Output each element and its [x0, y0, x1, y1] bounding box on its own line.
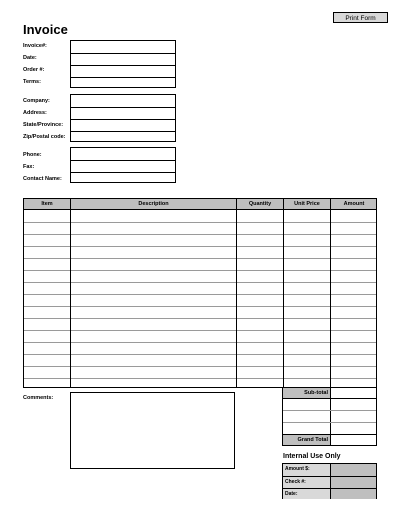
table-cell[interactable]	[24, 258, 70, 270]
table-cell[interactable]	[71, 366, 236, 378]
row-divider	[24, 342, 376, 343]
state-province-label: State/Province:	[23, 122, 64, 128]
internal-amount-row	[283, 464, 376, 476]
table-cell[interactable]	[71, 306, 236, 318]
table-cell[interactable]	[24, 378, 70, 390]
item-column-header: Item	[41, 201, 53, 207]
table-cell[interactable]	[331, 306, 377, 318]
table-cell[interactable]	[237, 246, 283, 258]
table-cell[interactable]	[284, 234, 330, 246]
print-form-button[interactable]: Print Form	[333, 12, 388, 23]
totals-blank-row	[283, 423, 376, 435]
row-divider	[24, 330, 376, 331]
subtotal-field[interactable]	[330, 388, 376, 398]
row-divider	[24, 270, 376, 271]
state-province-field[interactable]	[71, 119, 175, 131]
internal-amount-label: Amount $:	[283, 464, 330, 476]
table-cell[interactable]	[71, 354, 236, 366]
unit-price-column-header: Unit Price	[294, 201, 320, 207]
internal-check-label: Check #:	[283, 477, 330, 488]
internal-check-field[interactable]	[330, 477, 376, 488]
row-divider	[24, 258, 376, 259]
table-cell[interactable]	[24, 366, 70, 378]
table-cell[interactable]	[24, 318, 70, 330]
row-divider	[24, 282, 376, 283]
table-cell[interactable]	[237, 282, 283, 294]
table-cell[interactable]	[284, 246, 330, 258]
table-cell[interactable]	[331, 246, 377, 258]
table-cell[interactable]	[331, 354, 377, 366]
row-divider	[24, 366, 376, 367]
table-cell[interactable]	[71, 294, 236, 306]
table-cell[interactable]	[237, 210, 283, 222]
table-cell[interactable]	[237, 294, 283, 306]
table-cell[interactable]	[24, 270, 70, 282]
table-cell[interactable]	[284, 258, 330, 270]
table-cell[interactable]	[331, 342, 377, 354]
row-divider	[24, 222, 376, 223]
table-cell[interactable]	[284, 294, 330, 306]
table-cell[interactable]	[24, 342, 70, 354]
table-cell[interactable]	[331, 234, 377, 246]
table-cell[interactable]	[24, 222, 70, 234]
internal-use-title: Internal Use Only	[283, 453, 341, 460]
grand-total-label: Grand Total	[283, 435, 330, 445]
table-cell[interactable]	[71, 318, 236, 330]
subtotal-label: Sub-total	[283, 388, 330, 398]
grand-total-field[interactable]	[330, 435, 376, 445]
address-field[interactable]	[71, 107, 175, 119]
internal-date-field[interactable]	[330, 489, 376, 499]
date-field[interactable]	[71, 53, 175, 65]
table-cell[interactable]	[237, 306, 283, 318]
table-cell[interactable]	[331, 318, 377, 330]
items-table	[23, 198, 377, 388]
table-cell[interactable]	[71, 246, 236, 258]
table-cell[interactable]	[71, 378, 236, 390]
comments-label: Comments:	[23, 395, 54, 401]
table-cell[interactable]	[24, 306, 70, 318]
table-cell[interactable]	[331, 222, 377, 234]
table-cell[interactable]	[237, 342, 283, 354]
table-cell[interactable]	[24, 234, 70, 246]
internal-date-row	[283, 488, 376, 499]
table-cell[interactable]	[24, 330, 70, 342]
table-cell[interactable]	[237, 354, 283, 366]
table-cell[interactable]	[237, 258, 283, 270]
terms-label: Terms:	[23, 79, 41, 85]
table-cell[interactable]	[24, 282, 70, 294]
table-cell[interactable]	[24, 210, 70, 222]
table-cell[interactable]	[237, 270, 283, 282]
table-cell[interactable]	[331, 294, 377, 306]
totals-blank-label	[283, 423, 330, 434]
column-divider	[283, 199, 284, 387]
table-cell[interactable]	[331, 330, 377, 342]
table-cell[interactable]	[237, 366, 283, 378]
company-field[interactable]	[71, 95, 175, 107]
date-label: Date:	[23, 55, 37, 61]
table-cell[interactable]	[71, 258, 236, 270]
table-cell[interactable]	[71, 342, 236, 354]
phone-label: Phone:	[23, 152, 42, 158]
terms-field[interactable]	[71, 77, 175, 88]
contact-name-label: Contact Name:	[23, 176, 62, 182]
contact-name-field[interactable]	[71, 172, 175, 183]
totals-blank-row	[283, 399, 376, 411]
row-divider	[24, 234, 376, 235]
totals-blank-label	[283, 399, 330, 410]
row-divider	[24, 354, 376, 355]
table-cell[interactable]	[71, 210, 236, 222]
fax-field[interactable]	[71, 160, 175, 172]
zip-postal-code-field[interactable]	[71, 131, 175, 142]
quantity-column-header: Quantity	[248, 201, 272, 207]
company-label: Company:	[23, 98, 50, 104]
totals-blank-field[interactable]	[330, 399, 376, 410]
table-cell[interactable]	[237, 378, 283, 390]
row-divider	[24, 294, 376, 295]
totals-box	[282, 388, 377, 446]
table-cell[interactable]	[284, 306, 330, 318]
table-cell[interactable]	[331, 210, 377, 222]
amount-column-header: Amount	[343, 201, 365, 207]
contact-info-group	[70, 147, 176, 183]
invoice-number-field[interactable]	[71, 41, 175, 53]
table-cell[interactable]	[331, 282, 377, 294]
table-cell[interactable]	[284, 282, 330, 294]
table-cell[interactable]	[71, 234, 236, 246]
grand-total-row	[283, 435, 376, 445]
row-divider	[24, 318, 376, 319]
order-info-group	[70, 40, 176, 88]
table-cell[interactable]	[24, 294, 70, 306]
address-label: Address:	[23, 110, 47, 116]
table-cell[interactable]	[284, 330, 330, 342]
table-cell[interactable]	[237, 318, 283, 330]
internal-amount-field[interactable]	[330, 464, 376, 476]
internal-check-row	[283, 476, 376, 488]
order-number-label: Order #:	[23, 67, 45, 73]
totals-blank-field[interactable]	[330, 423, 376, 434]
items-table-header	[24, 199, 376, 210]
table-cell[interactable]	[284, 210, 330, 222]
table-cell[interactable]	[71, 282, 236, 294]
table-cell[interactable]	[71, 222, 236, 234]
table-cell[interactable]	[24, 246, 70, 258]
column-divider	[70, 199, 71, 387]
table-cell[interactable]	[71, 330, 236, 342]
table-cell[interactable]	[237, 234, 283, 246]
comments-field[interactable]	[70, 392, 235, 469]
table-cell[interactable]	[284, 270, 330, 282]
row-divider	[24, 246, 376, 247]
subtotal-row	[283, 388, 376, 399]
table-cell[interactable]	[331, 258, 377, 270]
internal-date-label: Date:	[283, 489, 330, 499]
table-cell[interactable]	[71, 270, 236, 282]
totals-blank-label	[283, 411, 330, 422]
table-cell[interactable]	[331, 270, 377, 282]
company-info-group	[70, 94, 176, 142]
table-cell[interactable]	[237, 330, 283, 342]
table-cell[interactable]	[24, 354, 70, 366]
internal-use-box	[282, 463, 377, 499]
column-divider	[330, 199, 331, 387]
invoice-number-label: Invoice#:	[23, 43, 47, 49]
table-cell[interactable]	[284, 366, 330, 378]
description-column-header: Description	[138, 201, 169, 207]
zip-postal-code-label: Zip/Postal code:	[23, 134, 66, 140]
table-cell[interactable]	[237, 222, 283, 234]
row-divider	[24, 306, 376, 307]
phone-field[interactable]	[71, 148, 175, 160]
fax-label: Fax:	[23, 164, 35, 170]
totals-blank-field[interactable]	[330, 411, 376, 422]
table-cell[interactable]	[284, 318, 330, 330]
order-number-field[interactable]	[71, 65, 175, 77]
column-divider	[236, 199, 237, 387]
table-cell[interactable]	[284, 222, 330, 234]
totals-blank-row	[283, 411, 376, 423]
table-cell[interactable]	[284, 342, 330, 354]
row-divider	[24, 378, 376, 379]
page-title: Invoice	[23, 22, 68, 37]
table-cell[interactable]	[331, 366, 377, 378]
table-cell[interactable]	[284, 354, 330, 366]
